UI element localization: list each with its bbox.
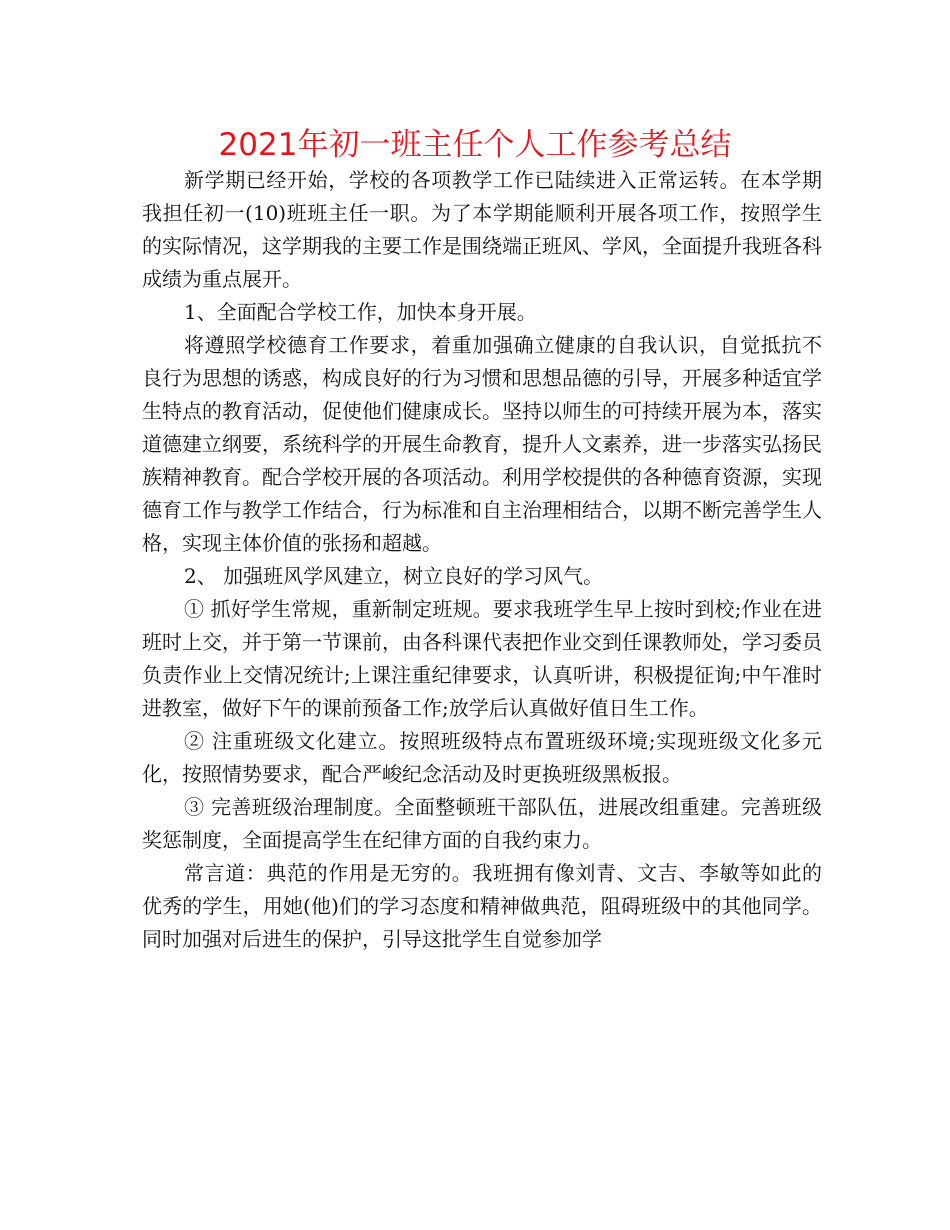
paragraph-item-1: ① 抓好学生常规，重新制定班规。要求我班学生早上按时到校;作业在进班时上交，并于第一节课前，由各科课代表把作业交到任课教师处，学习委员负责作业上交情况统计;上课注重纪律要求，认真听讲，积极提征询;中午准时进教室，做好下午的课前预备工作;放学后认真做好值日生工作。	[142, 597, 822, 720]
paragraph-item-2: ② 注重班级文化建立。按照班级特点布置班级环境;实现班级文化多元化，按照情势要求，配合严峻纪念活动及时更换班级黑板报。	[142, 729, 822, 786]
paragraph-moral-education: 将遵照学校德育工作要求，着重加强确立健康的自我认识，自觉抵抗不良行为思想的诱惑，构成良好的行为习惯和思想品德的引导，开展多种适宜学生特点的教育活动，促使他们健康成长。坚持以师生的可持续开展为本，落实道德建立纲要，系统科学的开展生命教育，提升人文素养，进一步落实弘扬民族精神教育。配合学校开展的各项活动。利用学校提供的各种德育资源，实现德育工作与教学工作结合，行为标准和自主治理相结合，以期不断完善学生人格，实现主体价值的张扬和超越。	[142, 333, 822, 555]
paragraph-role-models: 常言道：典范的作用是无穷的。我班拥有像刘青、文吉、李敏等如此的优秀的学生，用她(他)们的学习态度和精神做典范，阻碍班级中的其他同学。同时加强对后进生的保护，引导这批学生自觉参加学	[142, 861, 822, 951]
paragraph-item-3: ③ 完善班级治理制度。全面整顿班干部队伍，进展改组重建。完善班级奖惩制度，全面提高学生在纪律方面的自我约束力。	[142, 795, 822, 852]
document-body	[142, 164, 822, 956]
paragraph-intro: 新学期已经开始，学校的各项教学工作已陆续进入正常运转。在本学期我担任初一(10)班班主任一职。为了本学期能顺利开展各项工作，按照学生的实际情况，这学期我的主要工作是围绕端正班风、学风，全面提升我班各科成绩为重点展开。	[142, 168, 822, 291]
section-heading-2: 2、 加强班风学风建立，树立良好的学习风气。	[184, 564, 604, 588]
section-heading-1: 1、全面配合学校工作，加快本身开展。	[184, 300, 537, 324]
document-title: 2021年初一班主任个人工作参考总结	[218, 127, 732, 163]
